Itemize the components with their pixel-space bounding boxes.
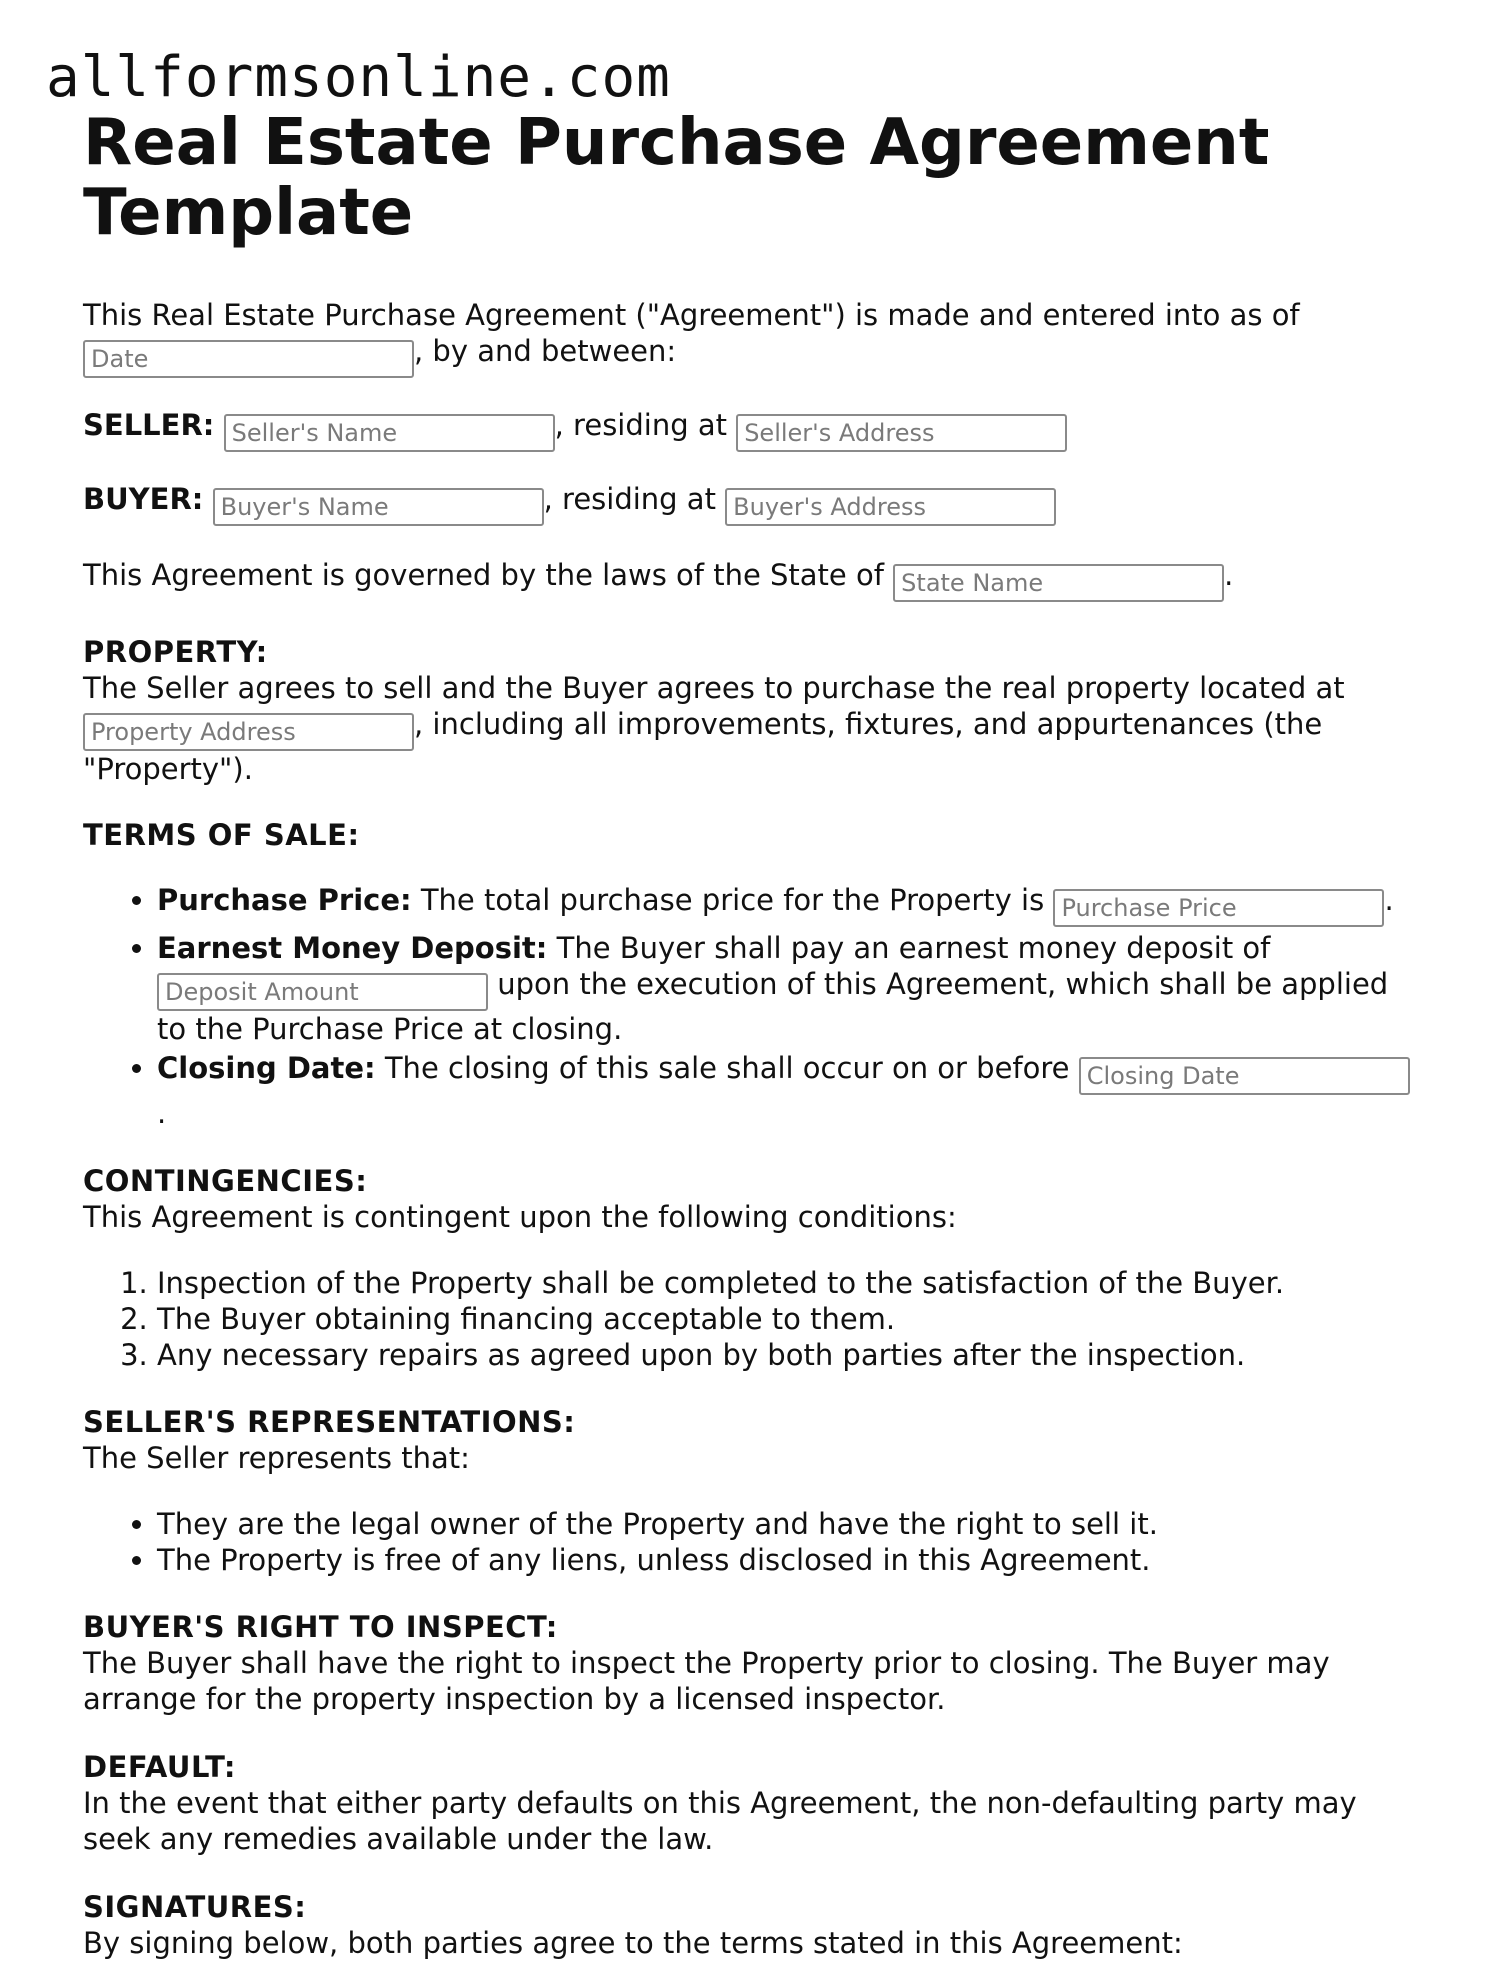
seller-residing-text: , residing at	[554, 408, 727, 442]
agreement-document	[83, 108, 1423, 1961]
purchase-price-field[interactable]	[1053, 889, 1384, 927]
signatures-text: By signing below, both parties agree to the terms stated in this Agreement:	[83, 1926, 1183, 1960]
purchase-price-label: Purchase Price:	[157, 883, 412, 917]
buyer-address-field[interactable]	[725, 488, 1056, 526]
list-item: 2. The Buyer obtaining financing acceptable to them.	[157, 1301, 1423, 1337]
property-section	[83, 634, 1423, 787]
contingencies-list	[83, 1265, 1423, 1373]
property-heading: PROPERTY:	[83, 635, 268, 669]
buyer-label: BUYER:	[83, 482, 204, 516]
list-item	[157, 1050, 1423, 1131]
property-after-text: , including all improvements, fixtures, and appurtenances (the "Property").	[83, 707, 1323, 786]
seller-address-field[interactable]	[736, 414, 1067, 452]
deposit-label: Earnest Money Deposit:	[157, 931, 548, 965]
purchase-price-text: The total purchase price for the Property is	[420, 883, 1045, 917]
governed-after-text: .	[1224, 558, 1234, 592]
inspect-heading: BUYER'S RIGHT TO INSPECT:	[83, 1610, 558, 1644]
governed-text: This Agreement is governed by the laws of the State of	[83, 558, 884, 592]
purchase-price-after: .	[1384, 883, 1394, 917]
terms-section	[83, 817, 1423, 1131]
list-item	[157, 882, 1423, 927]
list-item	[157, 930, 1423, 1047]
intro-after-text: , by and between:	[414, 334, 677, 368]
deposit-after-text: upon the execution of this Agreement, which shall be applied to the Purchase Price at closing.	[157, 967, 1389, 1046]
contingencies-intro: This Agreement is contingent upon the following conditions:	[83, 1200, 957, 1234]
property-address-field[interactable]	[83, 713, 414, 751]
inspect-text: The Buyer shall have the right to inspect the Property prior to closing. The Buyer may arrange for the property inspection by a licensed inspector.	[83, 1646, 1330, 1716]
seller-name-field[interactable]	[224, 414, 555, 452]
seller-label: SELLER:	[83, 408, 215, 442]
default-heading: DEFAULT:	[83, 1750, 236, 1784]
governing-law-line	[83, 557, 1423, 602]
signatures-section	[83, 1889, 1423, 1961]
state-name-field[interactable]	[893, 564, 1224, 602]
list-item: • They are the legal owner of the Property and have the right to sell it.	[157, 1506, 1423, 1542]
contingencies-heading: CONTINGENCIES:	[83, 1164, 368, 1198]
closing-date-after: .	[157, 1096, 167, 1130]
list-item: 3. Any necessary repairs as agreed upon by both parties after the inspection.	[157, 1337, 1423, 1373]
representations-list	[83, 1506, 1423, 1578]
site-watermark: allformsonline.com	[46, 45, 671, 110]
date-field[interactable]	[83, 340, 414, 378]
seller-line	[83, 406, 1423, 452]
contingencies-section	[83, 1163, 1423, 1373]
list-item: • The Property is free of any liens, unless disclosed in this Agreement.	[157, 1542, 1423, 1578]
representations-section	[83, 1404, 1423, 1578]
intro-text: This Real Estate Purchase Agreement ("Agreement") is made and entered into as of	[83, 298, 1300, 332]
default-section	[83, 1749, 1423, 1857]
buyer-residing-text: , residing at	[543, 482, 716, 516]
buyer-name-field[interactable]	[213, 488, 544, 526]
representations-intro: The Seller represents that:	[83, 1441, 470, 1475]
default-text: In the event that either party defaults on this Agreement, the non-defaulting party may seek any remedies available under the law.	[83, 1786, 1357, 1856]
intro-paragraph	[83, 297, 1423, 378]
closing-date-label: Closing Date:	[157, 1051, 376, 1085]
terms-heading: TERMS OF SALE:	[83, 818, 360, 852]
property-text: The Seller agrees to sell and the Buyer agrees to purchase the real property located at	[83, 671, 1345, 705]
deposit-amount-field[interactable]	[157, 973, 488, 1011]
signatures-heading: SIGNATURES:	[83, 1890, 307, 1924]
terms-list	[83, 882, 1423, 1131]
closing-date-text: The closing of this sale shall occur on or before	[384, 1051, 1070, 1085]
deposit-text: The Buyer shall pay an earnest money deposit of	[556, 931, 1271, 965]
list-item: 1. Inspection of the Property shall be completed to the satisfaction of the Buyer.	[157, 1265, 1423, 1301]
buyer-line	[83, 480, 1423, 526]
inspect-section	[83, 1609, 1423, 1717]
page-title: Real Estate Purchase Agreement Template	[83, 106, 1270, 250]
closing-date-field[interactable]	[1079, 1057, 1410, 1095]
representations-heading: SELLER'S REPRESENTATIONS:	[83, 1405, 576, 1439]
property-paragraph	[83, 670, 1423, 787]
